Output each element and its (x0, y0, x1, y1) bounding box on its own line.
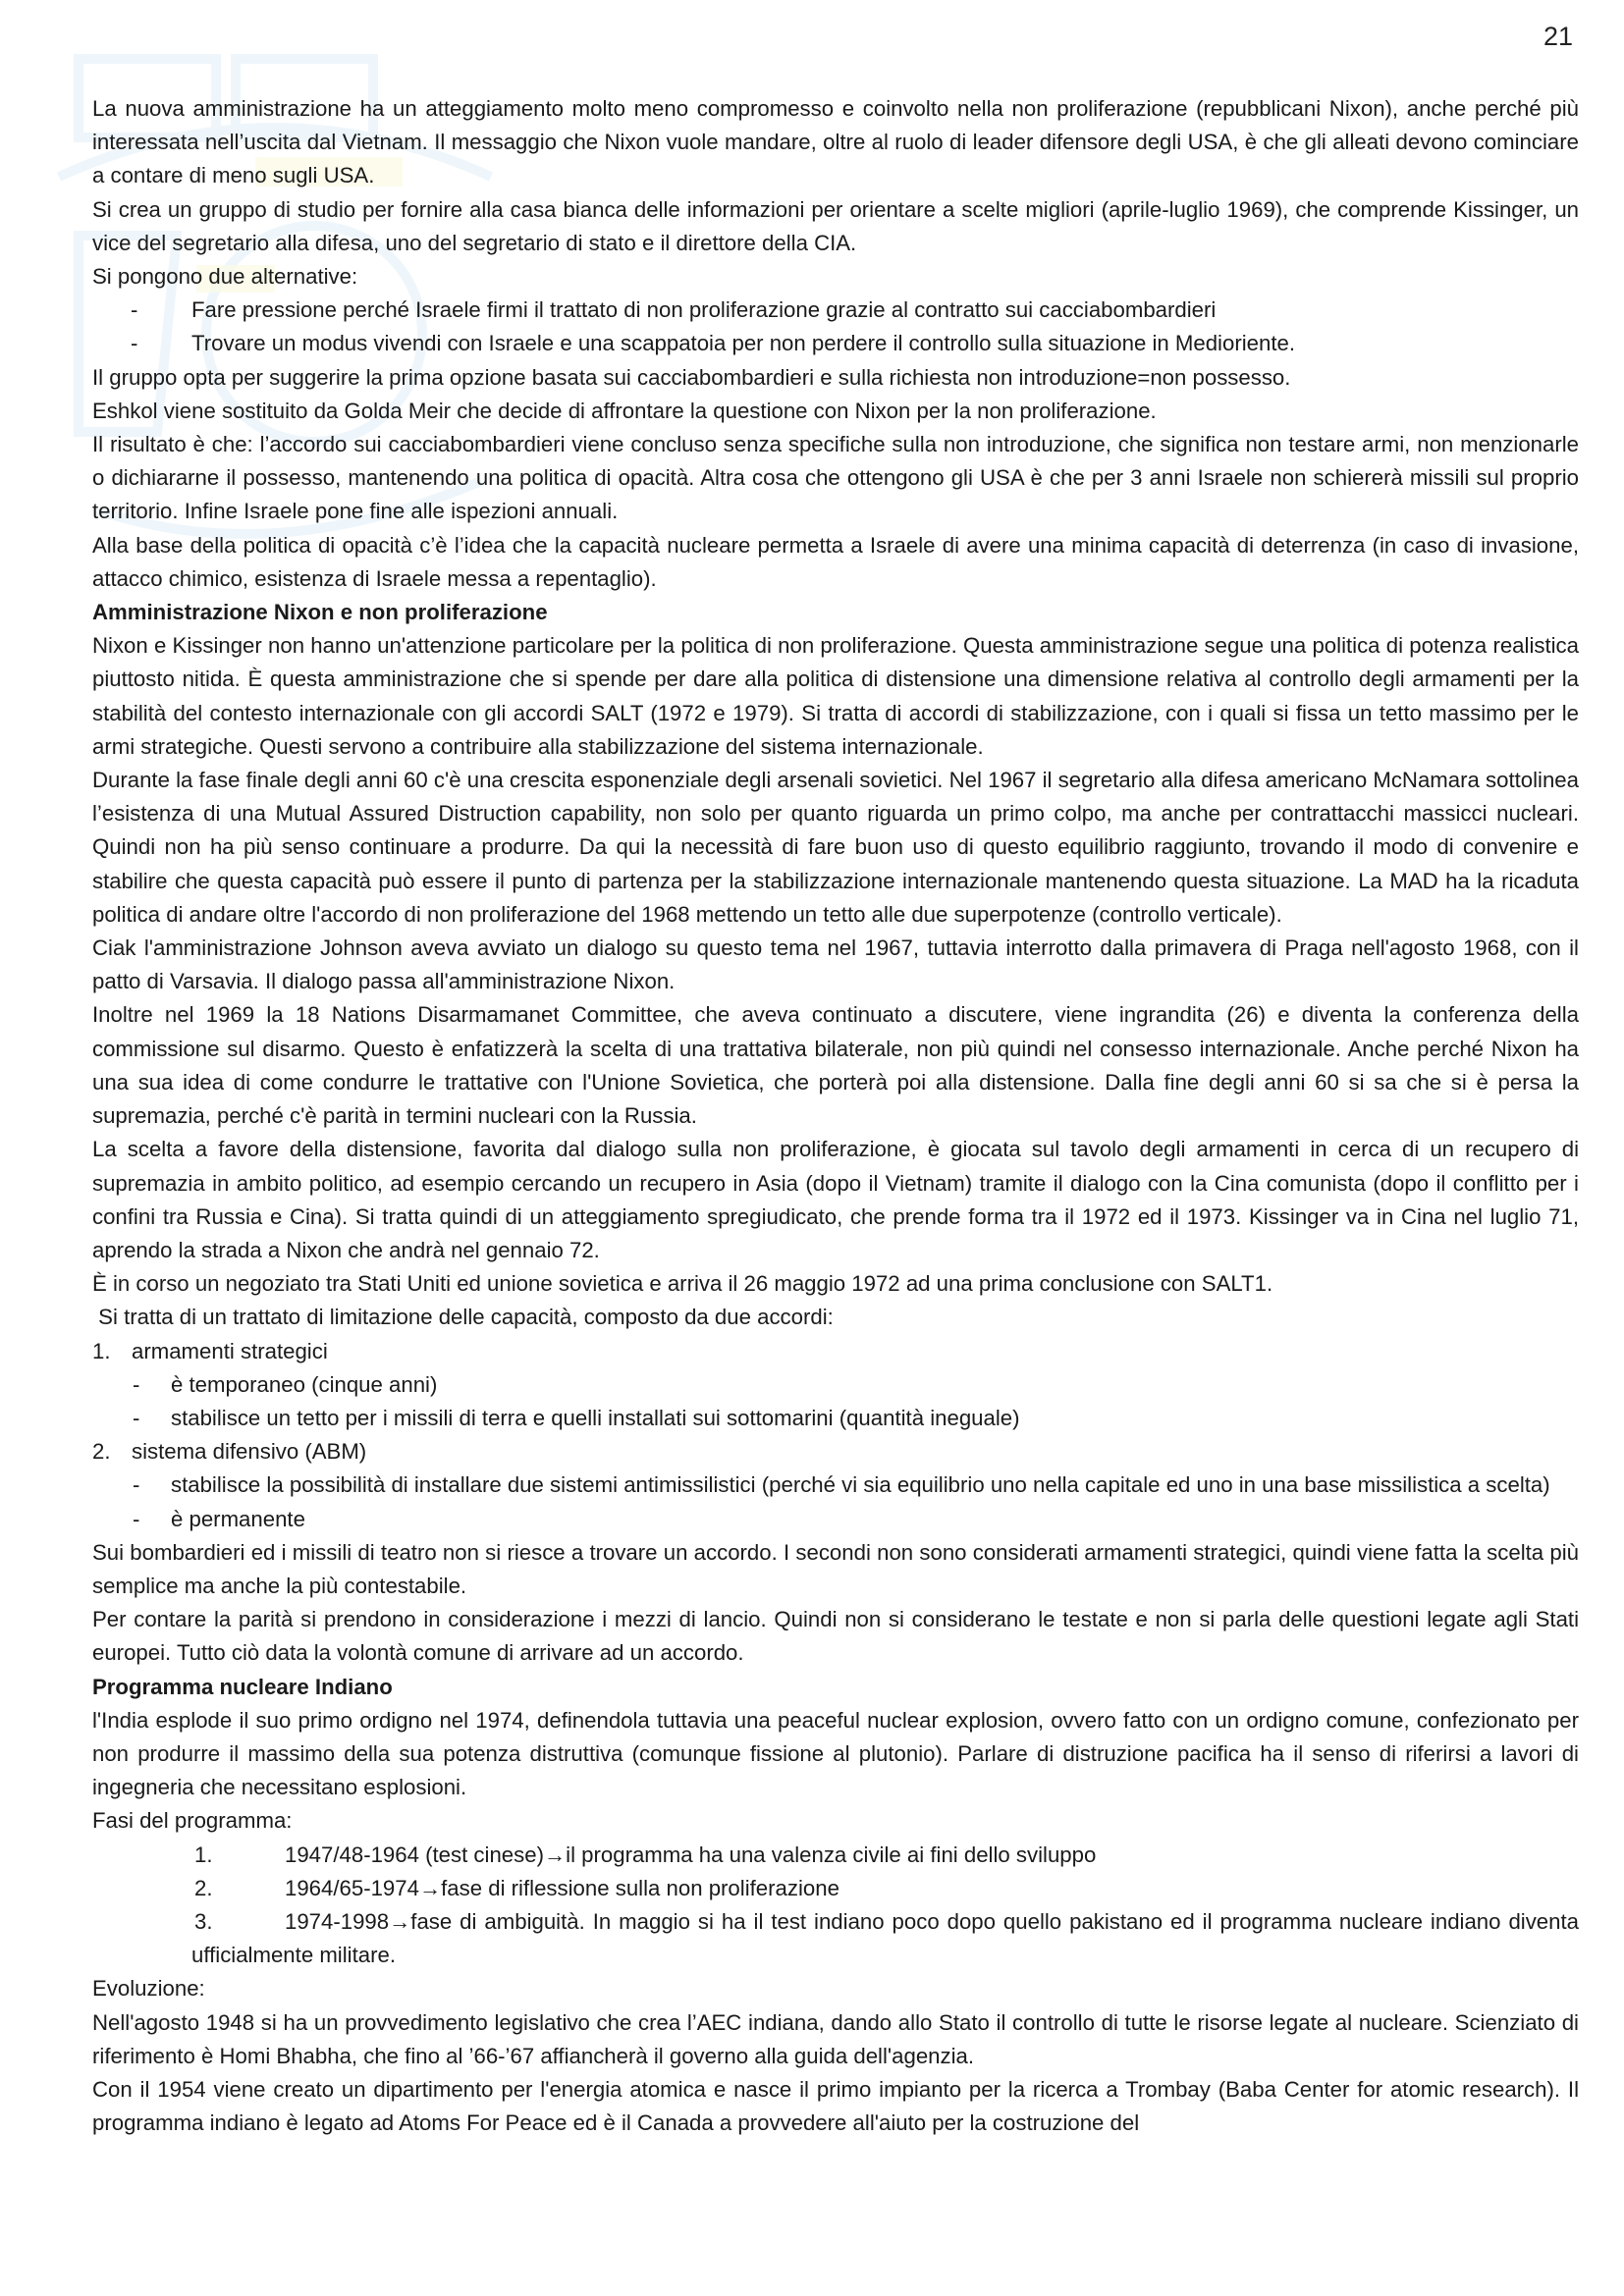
nixon-paragraph-4: Inoltre nel 1969 la 18 Nations Disarmamanet Committee, che aveva continuato a discutere, viene ingrandita (26) e diventa la conferenza della commissione sul disarmo. Questo è enfatizzerà la scelta di una trattativa bilaterale, non più quindi nel consesso internazionale. Anche perché Nixon ha una sua idea di come condurre le trattative con l'Unione Sovietica, che porterà poi alla distensione. Dalla fine degli anni 60 si sa che si è persa la supremazia, perché c'è parità in termini nucleari con la Russia. (92, 1002, 1579, 1129)
section-heading-nixon: Amministrazione Nixon e non proliferazione (92, 600, 548, 625)
list-item: - stabilisce un tetto per i missili di terra e quelli installati sui sottomarini (quantità ineguale) (132, 1402, 1579, 1435)
phases-label: Fasi del programma: (92, 1808, 293, 1834)
phase-item (92, 1872, 1579, 1905)
list-item: - è temporaneo (cinque anni) (132, 1368, 1579, 1402)
phase-item (92, 1839, 1579, 1872)
phases-list (92, 1839, 1579, 1973)
phase-text: 1974-1998→fase di ambiguità. In maggio si ha il test indiano poco dopo quello pakistano ed il programma nucleare indiano diventa ufficialmente militare. (191, 1908, 1579, 1968)
phase-text: 1947/48-1964 (test cinese)→il programma ha una valenza civile ai fini dello sviluppo (285, 1842, 1097, 1867)
agreement-title: sistema difensivo (ABM) (132, 1439, 367, 1465)
nixon-paragraph-1: Nixon e Kissinger non hanno un'attenzione particolare per la politica di non proliferazione. Questa amministrazione segue una politica di potenza realistica piuttosto nitida. È questa amministrazione che si spende per dare alla politica di distensione una dimensione relativa al controllo degli armamenti per la stabilità del contesto internazionale con gli accordi SALT (1972 e 1979). Si tratta di accordi di stabilizzazione, con i quali si fissa un tetto massimo per le armi strategiche. Questi servono a contribuire alla stabilizzazione del sistema internazionale. (92, 633, 1579, 759)
nixon-paragraph-3: Ciak l'amministrazione Johnson aveva avviato un dialogo su questo tema nel 1967, tuttavia interrotto dalla primavera di Praga nell'agosto 1968, con il patto di Varsavia. Il dialogo passa all'amministrazione Nixon. (92, 935, 1579, 994)
phase-number: 3. (194, 1908, 213, 1934)
nixon-paragraph-9: Per contare la parità si prendono in considerazione i mezzi di lancio. Quindi non si considerano le testate e non si parla delle questioni legate agli Stati europei. Tutto ciò data la volontà comune di arrivare ad un accordo. (92, 1607, 1579, 1666)
intro-paragraph-4: Il gruppo opta per suggerire la prima opzione basata sui cacciabombardieri e sulla richiesta non introduzione=non possesso. (92, 364, 1291, 390)
agreement-details (132, 1468, 1579, 1535)
alternatives-list (92, 294, 1579, 360)
intro-paragraph-6: Il risultato è che: l’accordo sui cacciabombardieri viene concluso senza specifiche sulla non introduzione, che significa non testare armi, non menzionarle o dichiararne il possesso, mantenendo una politica di opacità. Altra cosa che ottengono gli USA è che per 3 anni Israele non schiererà missili sul proprio territorio. Infine Israele pone fine alle ispezioni annuali. (92, 432, 1579, 524)
phase-number: 1. (194, 1842, 213, 1867)
phase-number: 2. (194, 1875, 213, 1900)
list-item: - stabilisce la possibilità di installare due sistemi antimissilistici (perché vi sia equilibrio uno nella capitale ed uno in una base missilistica a scelta) (132, 1468, 1579, 1502)
agreement-item (92, 1335, 1579, 1436)
intro-paragraph-7: Alla base della politica di opacità c’è l’idea che la capacità nucleare permetta a Israele di avere una minima capacità di deterrenza (in caso di invasione, attacco chimico, esistenza di Israele messa a repentaglio). (92, 532, 1579, 591)
agreement-details (132, 1368, 1579, 1435)
phase-item (92, 1905, 1579, 1972)
india-paragraph-3: Con il 1954 viene creato un dipartimento per l'energia atomica e nasce il primo impianto per la ricerca a Trombay (Baba Center for atomic research). Il programma indiano è legato ad Atoms For Peace ed è il Canada a provvedere all'aiuto per la costruzione del (92, 2076, 1579, 2136)
salt1-agreements-list (92, 1335, 1579, 1536)
nixon-paragraph-6: È in corso un negoziato tra Stati Uniti ed unione sovietica e arriva il 26 maggio 1972 ad una prima conclusione con SALT1. (92, 1271, 1273, 1297)
list-item: - Fare pressione perché Israele firmi il trattato di non proliferazione grazie al contratto sui cacciabombardieri (92, 294, 1579, 327)
section-heading-india: Programma nucleare Indiano (92, 1674, 393, 1699)
nixon-paragraph-2: Durante la fase finale degli anni 60 c'è una crescita esponenziale degli arsenali sovietici. Nel 1967 il segretario alla difesa americano McNamara sottolinea l’esistenza di una Mutual Assured Distruction capability, non solo per quanto riguarda un primo colpo, ma anche per contrattacchi massicci nucleari. Quindi non ha più senso continuare a produrre. Da qui la necessità di fare buon uso di questo equilibrio raggiunto, trovando il modo di convenire e stabilire che questa capacità può essere il punto di partenza per la stabilizzazione internazionale mantenendo questa situazione. La MAD ha la ricaduta politica di andare oltre l'accordo di non proliferazione del 1968 mettendo un tetto alle due superpotenze (controllo verticale). (92, 768, 1579, 927)
document-body (92, 92, 1579, 2140)
intro-paragraph-5: Eshkol viene sostituito da Golda Meir che decide di affrontare la questione con Nixon per la non proliferazione. (92, 398, 1157, 423)
nixon-paragraph-5: La scelta a favore della distensione, favorita dal dialogo sulla non proliferazione, è giocata sul tavolo degli armamenti in cerca di un recupero di supremazia in ambito politico, ad esempio cercando un recupero in Asia (dopo il Vietnam) tramite il dialogo con la Cina comunista (dopo il conflitto per i confini tra Russia e Cina). Si tratta quindi di un atteggiamento spregiudicato, che prende forma tra il 1972 ed il 1973. Kissinger va in Cina nel luglio 71, aprendo la strada a Nixon che andrà nel gennaio 72. (92, 1137, 1579, 1262)
india-paragraph-1: l'India esplode il suo primo ordigno nel 1974, definendola tuttavia una peaceful nuclear explosion, ovvero fatto con un ordigno comune, confezionato per non produrre il massimo della sua potenza distruttiva (comunque fissione al plutonio). Parlare di distruzione pacifica ha il senso di riferirsi a lavori di ingegneria che necessitano esplosioni. (92, 1707, 1579, 1800)
intro-paragraph-1: La nuova amministrazione ha un atteggiamento molto meno compromesso e coinvolto nella non proliferazione (repubblicani Nixon), anche perché più interessata nell’uscita dal Vietnam. Il messaggio che Nixon vuole mandare, oltre al ruolo di leader difensore degli USA, è che gli alleati devono cominciare a contare di meno sugli USA. (92, 96, 1579, 188)
agreement-item (92, 1435, 1579, 1536)
list-item: - è permanente (132, 1503, 1579, 1536)
nixon-paragraph-7: Si tratta di un trattato di limitazione delle capacità, composto da due accordi: (92, 1305, 834, 1330)
nixon-paragraph-8: Sui bombardieri ed i missili di teatro non si riesce a trovare un accordo. I secondi non sono considerati armamenti strategici, quindi viene fatta la scelta più semplice ma anche la più contestabile. (92, 1539, 1579, 1598)
intro-paragraph-2: Si crea un gruppo di studio per fornire alla casa bianca delle informazioni per orientare a scelte migliori (aprile-luglio 1969), che comprende Kissinger, un vice del segretario alla difesa, uno del segretario di stato e il direttore della CIA. (92, 196, 1579, 255)
intro-paragraph-3: Si pongono due alternative: (92, 264, 358, 290)
page-number: 21 (1543, 22, 1573, 51)
agreement-number: 1. (92, 1338, 111, 1363)
india-paragraph-2: Nell'agosto 1948 si ha un provvedimento legislativo che crea l’AEC indiana, dando allo Stato il controllo di tutte le risorse legate al nucleare. Scienziato di riferimento è Homi Bhabha, che fino al ’66-’67 affiancherà il governo alla guida dell'agenzia. (92, 2009, 1579, 2068)
phase-text: 1964/65-1974→fase di riflessione sulla non proliferazione (285, 1875, 839, 1900)
agreement-title: armamenti strategici (132, 1338, 328, 1363)
list-item: - Trovare un modus vivendi con Israele e una scappatoia per non perdere il controllo sulla situazione in Medioriente. (92, 327, 1579, 360)
agreement-number: 2. (92, 1439, 111, 1465)
evolution-label: Evoluzione: (92, 1976, 205, 2002)
